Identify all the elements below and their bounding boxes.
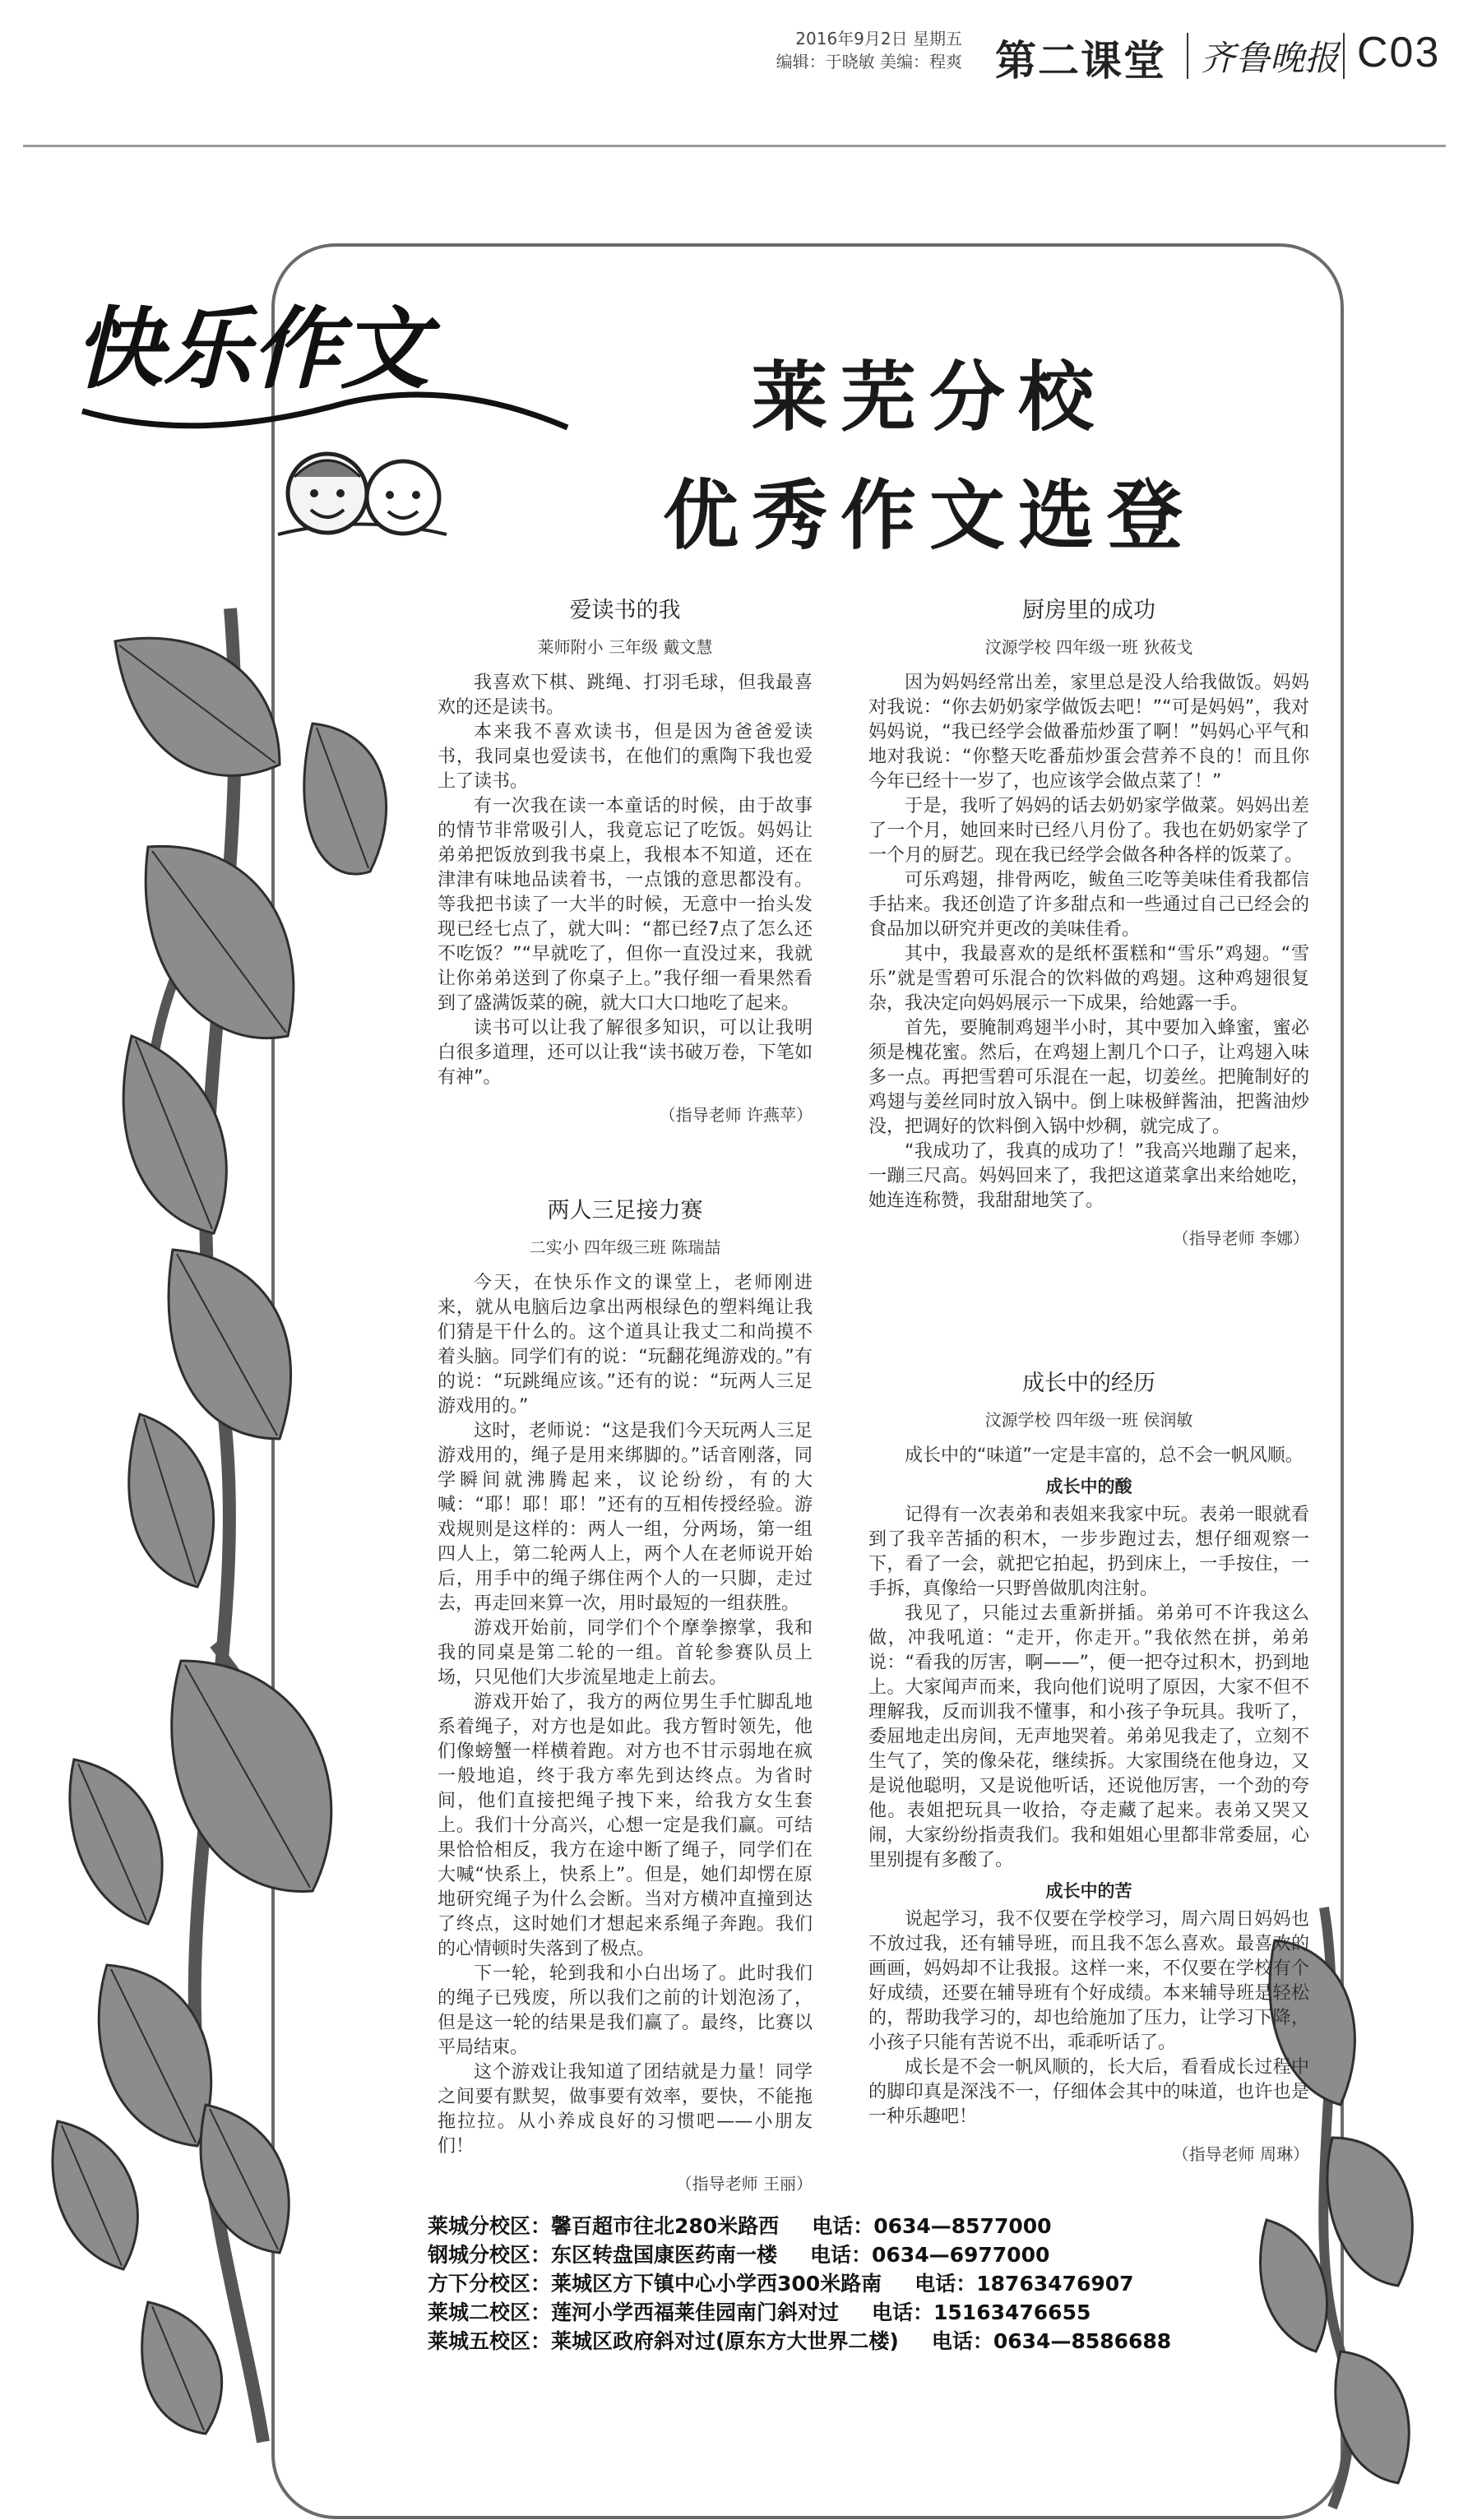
campus-phone: 电话：18763476907 (915, 2272, 1134, 2296)
banner-title-line2: 优秀作文选登 (662, 472, 1196, 560)
campus-address: 莱城分校区：馨百超市往北280米路西 (428, 2214, 780, 2238)
newspaper-name: 齐鲁晚报 (1201, 38, 1340, 78)
article-title: 厨房里的成功 (1022, 598, 1155, 623)
article-paragraph: 读书可以让我了解很多知识，可以让我明白很多道理，还可以让我“读书破万卷，下笔如有神”。 (438, 1018, 813, 1088)
campus-address: 莱城五校区：莱城区政府斜对过(原东方大世界二楼) (428, 2329, 899, 2353)
leaf-vine-decoration (41, 576, 395, 2450)
page-number: C03 (1357, 29, 1441, 76)
article-paragraph: 我见了，只能过去重新拼插。弟弟可不许我这么做，冲我吼道：“走开，你走开。”我依然在拼，弟弟说：“看我的厉害，啊——”，便一把夺过积木，扔到地上。大家闻声而来，我向他们说明了原因，大家不但不理解我，反而训我不懂事，和小孩子争玩具。我听了，委屈地走出房间，无声地哭着。弟弟见我走了，立刻不生气了，笑的像朵花，继续拆。大家围绕在他身边，又是说他聪明，又是说他听话，还说他厉害，一个劲的夸他。表姐把玩具一收拾，夺走藏了起来。表弟又哭又闹，大家纷纷指责我们。我和姐姐心里都非常委屈，心里别提有多酸了。 (868, 1603, 1309, 1870)
article-paragraph: 游戏开始了，我方的两位男生手忙脚乱地系着绳子，对方也是如此。我方暂时领先，他们像螃蟹一样横着跑。对方也不甘示弱地在疯一般地追，终于我方率先到达终点。为省时间，他们直接把绳子拽下来，给我方女生套上。我们十分高兴，心想一定是我们赢。可结果恰恰相反，我方在途中断了绳子，同学们在大喊“快系上，快系上”。但是，她们却愣在原地研究绳子为什么会断。当对方横冲直撞到达了终点，这时她们才想起来系绳子奔跑。我们的心情顿时失落到了极点。 (438, 1692, 813, 1959)
smiley-faces-icon (262, 436, 459, 551)
campus-phone: 电话：0634—8586688 (931, 2329, 1172, 2353)
article-paragraph: 可乐鸡翅，排骨两吃，鲅鱼三吃等美味佳肴我都信手拈来。我还创造了许多甜点和一些通过自己已经会的食品加以研究并更改的美味佳肴。 (868, 870, 1309, 940)
article-chufang-chenggong (868, 592, 1309, 1249)
article-paragraph: 其中，我最喜欢的是纸杯蛋糕和“雪乐”鸡翅。“雪乐”就是雪碧可乐混合的饮料做的鸡翅。这种鸡翅很复杂，我决定向妈妈展示一下成果，给她露一手。 (868, 944, 1309, 1014)
logo-kuaile-zuowen: 快乐作文 (74, 298, 430, 401)
article-paragraph: 这个游戏让我知道了团结就是力量！同学之间要有默契，做事要有效率，要快，不能拖拖拉拉。从小养成良好的习惯吧——小朋友们！ (438, 2062, 813, 2157)
article-ai-dushu (438, 592, 813, 1126)
section-title: 第二课堂 (995, 37, 1166, 85)
campus-contacts (428, 2212, 1299, 2356)
campus-phone: 电话：15163476655 (872, 2300, 1091, 2324)
contact-row (428, 2269, 1299, 2298)
article-teacher: （指导老师 李娜） (1172, 1228, 1309, 1248)
article-byline: 汶源学校 四年级一班 侯润敏 (984, 1410, 1193, 1430)
campus-phone: 电话：0634—8577000 (812, 2214, 1052, 2238)
contact-row (428, 2298, 1299, 2327)
logo-swash (74, 354, 584, 436)
article-paragraph: 成长是不会一帆风顺的，长大后，看看成长过程中的脚印真是深浅不一，仔细体会其中的味道，也许也是一种乐趣吧！ (868, 2057, 1309, 2127)
contact-row (428, 2212, 1299, 2240)
article-paragraph: 记得有一次表弟和表姐来我家中玩。表弟一眼就看到了我辛苦插的积木，一步步跑过去，想仔细观察一下，看了一会，就把它拍起，扔到床上，一手按住，一手拆，真像给一只野兽做肌肉注射。 (868, 1505, 1309, 1599)
editor-credits: 编辑：于晓敏 美编：程爽 (776, 52, 962, 72)
article-subheading: 成长中的酸 (1045, 1477, 1132, 1496)
article-byline: 汶源学校 四年级一班 狄莜戈 (984, 637, 1193, 657)
article-paragraph: 这时，老师说：“这是我们今天玩两人三足游戏用的，绳子是用来绑脚的。”话音刚落，同学瞬间就沸腾起来，议论纷纷，有的大喊：“耶！耶！耶！”还有的互相传授经验。游戏规则是这样的：两人一组，分两场，第一组四人上，第二轮两人上，两个人在老师说开始后，用手中的绳子绑住两个人的一只脚，走过去，再走回来算一次，用时最短的一组获胜。 (438, 1421, 813, 1614)
article-paragraph: 因为妈妈经常出差，家里总是没人给我做饭。妈妈对我说：“你去奶奶家学做饭去吧！”“可是妈妈”，我对妈妈说，“我已经学会做番茄炒蛋了啊！”妈妈心平气和地对我说：“你整天吃番茄炒蛋会营养不良的！而且你今年已经十一岁了，也应该学会做点菜了！” (868, 673, 1309, 792)
campus-phone: 电话：0634—6977000 (810, 2243, 1050, 2267)
campus-address: 方下分校区：莱城区方下镇中心小学西300米路南 (428, 2272, 882, 2296)
article-paragraph: 下一轮，轮到我和小白出场了。此时我们的绳子已残废，所以我们之前的计划泡汤了，但是这一轮的结果是我们赢了。最终，比赛以平局结束。 (438, 1963, 813, 2058)
banner-title-line1: 莱芜分校 (751, 354, 1107, 442)
article-paragraph: 首先，要腌制鸡翅半小时，其中要加入蜂蜜，蜜必须是槐花蜜。然后，在鸡翅上割几个口子，让鸡翅入味多一点。再把雪碧可乐混在一起，切姜丝。把腌制好的鸡翅与姜丝同时放入锅中。倒上味极鲜酱油，把酱油炒没，把调好的饮料倒入锅中炒稠，就完成了。 (868, 1018, 1309, 1137)
article-liangren-sanzu (438, 1192, 813, 2194)
issue-date: 2016年9月2日 星期五 (795, 29, 962, 49)
article-paragraph: 今天，在快乐作文的课堂上，老师刚进来，就从电脑后边拿出两根绿色的塑料绳让我们猜是干什么的。这个道具让我丈二和尚摸不着头脑。同学们有的说：“玩翻花绳游戏的。”有的说：“玩跳绳应该。”还有的说：“玩两人三足游戏用的。” (438, 1273, 813, 1417)
article-teacher: （指导老师 周琳） (1172, 2144, 1309, 2164)
article-title: 两人三足接力赛 (547, 1198, 703, 1223)
article-teacher: （指导老师 王丽） (675, 2174, 813, 2194)
article-intro: 成长中的“味道”一定是丰富的，总不会一帆风顺。 (905, 1445, 1304, 1466)
article-paragraph: 于是，我听了妈妈的话去奶奶家学做菜。妈妈出差了一个月，她回来时已经八月份了。我也在奶奶家学了一个月的厨艺。现在我已经学会做各种各样的饭菜了。 (868, 796, 1309, 866)
article-paragraph: “我成功了，我真的成功了！”我高兴地蹦了起来，一蹦三尺高。妈妈回来了，我把这道菜拿出来给她吃，她连连称赞，我甜甜地笑了。 (868, 1141, 1309, 1211)
article-byline: 二实小 四年级三班 陈瑞喆 (529, 1237, 721, 1257)
article-chengzhang-jingli (868, 1365, 1309, 2165)
contact-row (428, 2240, 1299, 2269)
header-rule (23, 145, 1446, 147)
article-paragraph: 游戏开始前，同学们个个摩拳擦掌，我和我的同桌是第二轮的一组。首轮参赛队员上场，只见他们大步流星地走上前去。 (438, 1618, 813, 1688)
article-paragraph: 本来我不喜欢读书，但是因为爸爸爱读书，我同桌也爱读书，在他们的熏陶下我也爱上了读书。 (438, 722, 813, 792)
article-subheading: 成长中的苦 (1045, 1881, 1132, 1901)
article-paragraph: 有一次我在读一本童话的时候，由于故事的情节非常吸引人，我竟忘记了吃饭。妈妈让弟弟把饭放到我书桌上，我根本不知道，还在津津有味地品读着书，一点饿的意思都没有。等我把书读了一大半的时候，无意中一抬头发现已经七点了，就大叫：“都已经7点了怎么还不吃饭？”“早就吃了，但你一直没过来，我就让你弟弟送到了你桌子上。”我仔细一看果然看到了盛满饭菜的碗，就大口大口地吃了起来。 (438, 796, 813, 1014)
article-paragraph: 我喜欢下棋、跳绳、打羽毛球，但我最喜欢的还是读书。 (438, 673, 813, 718)
campus-address: 钢城分校区：东区转盘国康医药南一楼 (428, 2243, 778, 2267)
article-byline: 莱师附小 三年级 戴文慧 (537, 637, 713, 657)
article-paragraph: 说起学习，我不仅要在学校学习，周六周日妈妈也不放过我，还有辅导班，而且我不怎么喜欢。最喜欢的画画，妈妈却不让我报。这样一来，不仅要在学校有个好成绩，还要在辅导班有个好成绩。本来辅导班是轻松的，帮助我学习的，却也给施加了压力，让学习下降，小孩子只能有苦说不出，乖乖听话了。 (868, 1909, 1309, 2053)
article-teacher: （指导老师 许燕苹） (659, 1105, 813, 1125)
article-title: 成长中的经历 (1022, 1371, 1155, 1396)
header-divider (1187, 33, 1188, 79)
campus-address: 莱城二校区：莲河小学西福莱佳园南门斜对过 (428, 2300, 840, 2324)
contact-row (428, 2327, 1299, 2356)
article-title: 爱读书的我 (569, 598, 681, 623)
header-divider (1343, 33, 1345, 79)
